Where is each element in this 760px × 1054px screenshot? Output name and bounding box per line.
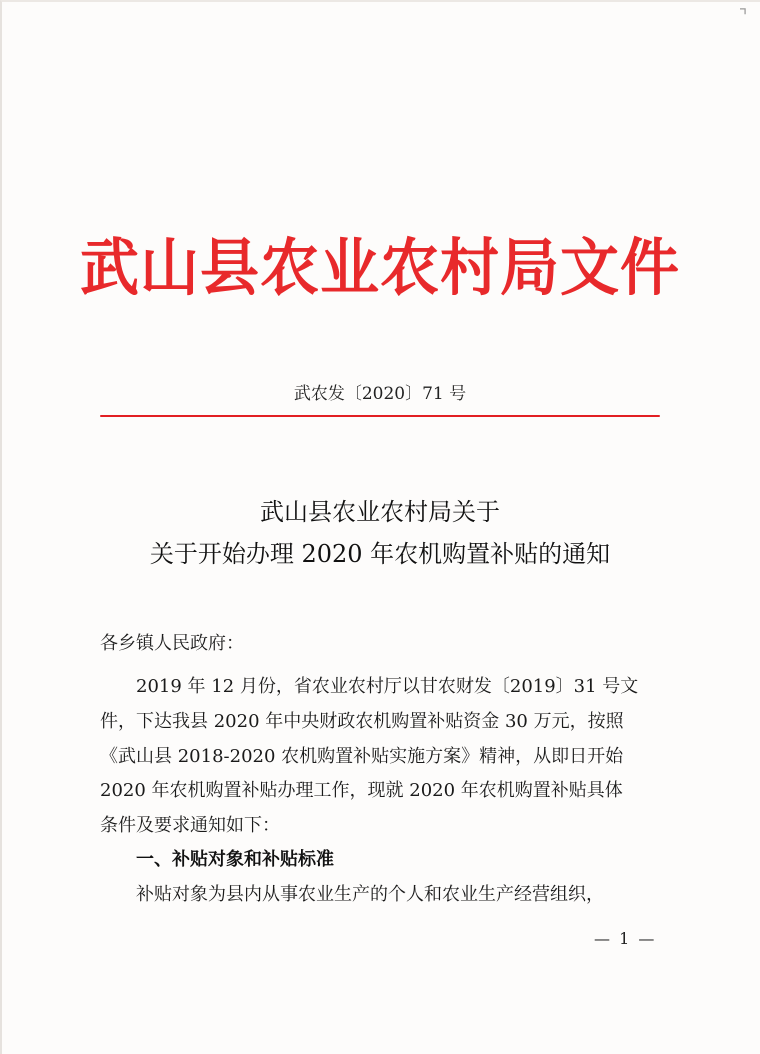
red-divider-line bbox=[100, 415, 660, 417]
document-number: 武农发〔2020〕71 号 bbox=[293, 384, 467, 404]
body-line: 条件及要求通知如下： bbox=[100, 815, 280, 836]
salutation: 各乡镇人民政府： bbox=[100, 633, 244, 654]
document-header-title: 武山县农业农村局文件 bbox=[79, 231, 680, 304]
page-number: — 1 — bbox=[594, 929, 657, 948]
body-line: 件，下达我县 2020 年中央财政农机购置补贴资金 30 万元，按照 bbox=[100, 711, 624, 732]
notice-title-line-1: 武山县农业农村局关于 bbox=[260, 498, 500, 526]
section-heading: 一、补贴对象和补贴标准 bbox=[136, 849, 334, 870]
body-line: 《武山县 2018-2020 农机购置补贴实施方案》精神，从即日开始 bbox=[100, 746, 624, 767]
corner-fold-mark: ⌝ bbox=[738, 6, 748, 27]
body-line: 2019 年 12 月份，省农业农村厅以甘农财发〔2019〕31 号文 bbox=[100, 676, 639, 697]
body-line: 2020 年农机购置补贴办理工作，现就 2020 年农机购置补贴具体 bbox=[100, 780, 623, 801]
section-body-line: 补贴对象为县内从事农业生产的个人和农业生产经营组织， bbox=[100, 884, 604, 905]
notice-title-line-2: 关于开始办理 2020 年农机购置补贴的通知 bbox=[149, 540, 611, 568]
